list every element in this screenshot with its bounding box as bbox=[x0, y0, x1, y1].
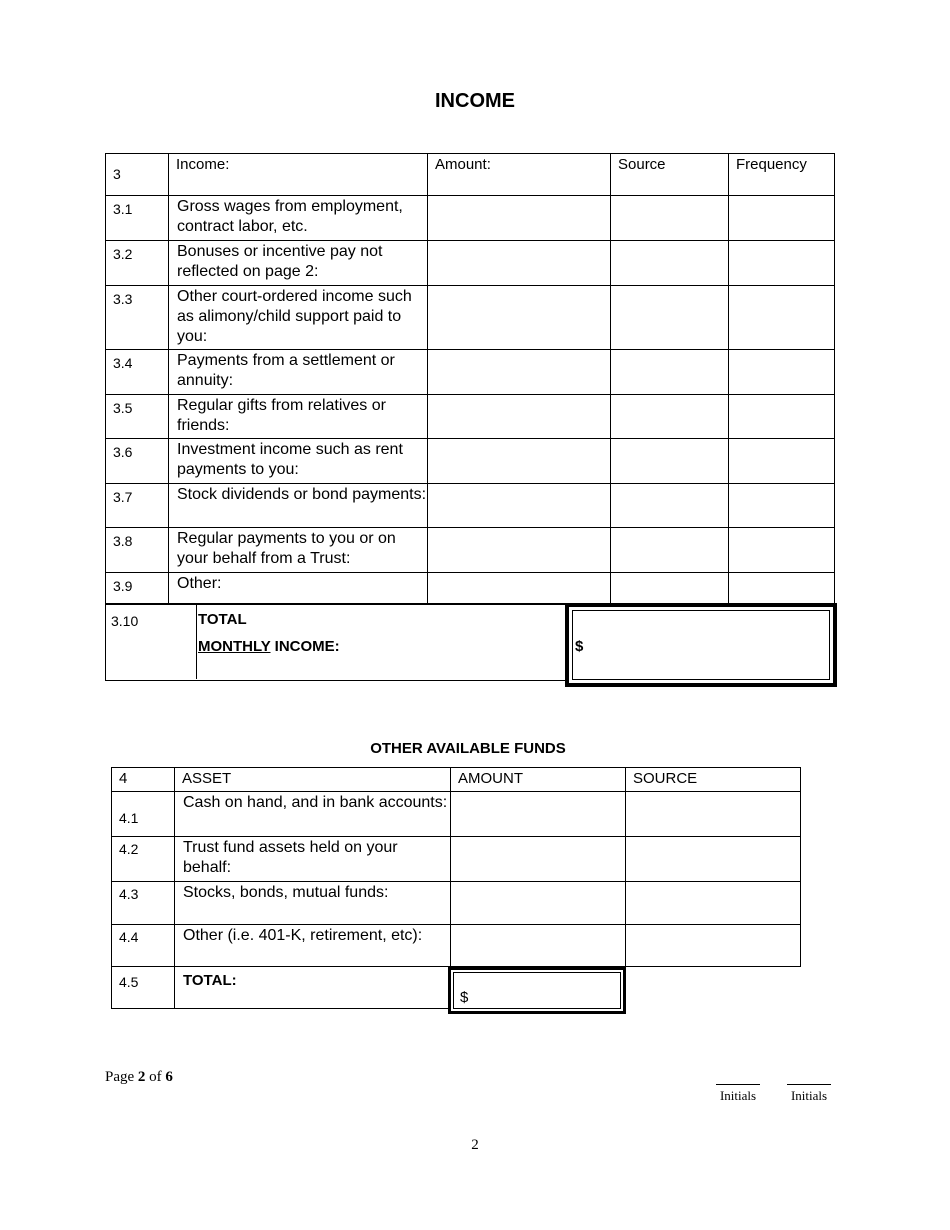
table-row bbox=[112, 925, 801, 967]
table-row bbox=[106, 286, 835, 350]
source-cell[interactable] bbox=[611, 528, 729, 573]
row-label: Trust fund assets held on your behalf: bbox=[175, 837, 451, 882]
row-label: Stocks, bonds, mutual funds: bbox=[175, 882, 451, 925]
income-section-number: 3 bbox=[106, 154, 169, 196]
row-label: Gross wages from employment, contract labor, etc. bbox=[169, 196, 428, 241]
asset-column-header: ASSET bbox=[175, 768, 451, 792]
amount-cell[interactable] bbox=[428, 196, 611, 241]
amount-column-header: Amount: bbox=[428, 154, 611, 196]
row-label: Other court-ordered income such as alimony/child support paid to you: bbox=[169, 286, 428, 350]
divider bbox=[196, 604, 197, 679]
frequency-cell[interactable] bbox=[729, 395, 835, 439]
amount-cell[interactable] bbox=[428, 573, 611, 605]
amount-column-header: AMOUNT bbox=[451, 768, 626, 792]
row-label: Regular payments to you or on your behalf from a Trust: bbox=[169, 528, 428, 573]
table-row bbox=[112, 837, 801, 882]
row-label: Other: bbox=[169, 573, 428, 605]
current-page: 2 bbox=[137, 1069, 146, 1085]
source-cell[interactable] bbox=[611, 350, 729, 395]
row-label: Cash on hand, and in bank accounts: bbox=[175, 792, 451, 837]
page-indicator: Page 2 of 6 bbox=[105, 1069, 173, 1085]
row-number: 3.4 bbox=[106, 350, 169, 395]
row-label: Payments from a settlement or annuity: bbox=[169, 350, 428, 395]
monthly-word: MONTHLY bbox=[198, 638, 271, 655]
table-row bbox=[106, 350, 835, 395]
row-number: 3.1 bbox=[106, 196, 169, 241]
frequency-cell[interactable] bbox=[729, 196, 835, 241]
amount-cell[interactable] bbox=[451, 882, 626, 925]
table-row bbox=[106, 528, 835, 573]
amount-cell[interactable] bbox=[428, 439, 611, 484]
funds-total-field[interactable] bbox=[448, 967, 626, 1014]
source-cell[interactable] bbox=[611, 286, 729, 350]
source-cell[interactable] bbox=[611, 196, 729, 241]
row-number: 3.2 bbox=[106, 241, 169, 286]
row-number: 4.2 bbox=[112, 837, 175, 882]
income-word: INCOME: bbox=[270, 638, 340, 655]
income-table bbox=[105, 153, 835, 605]
page-number: 2 bbox=[471, 1137, 479, 1153]
table-row bbox=[106, 241, 835, 286]
source-cell[interactable] bbox=[611, 573, 729, 605]
source-cell[interactable] bbox=[611, 395, 729, 439]
source-cell[interactable] bbox=[611, 439, 729, 484]
initials-field-1[interactable]: Initials bbox=[714, 1074, 762, 1104]
table-row bbox=[106, 439, 835, 484]
table-row bbox=[112, 882, 801, 925]
amount-cell[interactable] bbox=[428, 395, 611, 439]
row-label: Bonuses or incentive pay not reflected on page 2: bbox=[169, 241, 428, 286]
row-label: Stock dividends or bond payments: bbox=[169, 484, 428, 528]
row-number: 3.8 bbox=[106, 528, 169, 573]
income-total-label: TOTAL bbox=[198, 611, 247, 628]
table-row bbox=[112, 792, 801, 837]
row-number: 3.6 bbox=[106, 439, 169, 484]
monthly-income-total-field[interactable] bbox=[565, 603, 837, 687]
table-row bbox=[106, 573, 835, 605]
amount-cell[interactable] bbox=[428, 241, 611, 286]
row-number: 4.4 bbox=[112, 925, 175, 967]
row-label: Investment income such as rent payments to you: bbox=[169, 439, 428, 484]
row-number: 4.3 bbox=[112, 882, 175, 925]
source-cell[interactable] bbox=[626, 882, 801, 925]
frequency-column-header: Frequency bbox=[729, 154, 835, 196]
frequency-cell[interactable] bbox=[729, 484, 835, 528]
other-funds-title: OTHER AVAILABLE FUNDS bbox=[370, 740, 566, 757]
source-cell[interactable] bbox=[626, 925, 801, 967]
source-cell[interactable] bbox=[626, 792, 801, 837]
amount-cell[interactable] bbox=[428, 350, 611, 395]
source-column-header: SOURCE bbox=[626, 768, 801, 792]
row-number: 3.5 bbox=[106, 395, 169, 439]
total-pages: 6 bbox=[165, 1069, 173, 1085]
income-column-header: Income: bbox=[169, 154, 428, 196]
funds-section-number: 4 bbox=[112, 768, 175, 792]
amount-cell[interactable] bbox=[428, 528, 611, 573]
amount-cell[interactable] bbox=[428, 484, 611, 528]
frequency-cell[interactable] bbox=[729, 241, 835, 286]
row-label: Regular gifts from relatives or friends: bbox=[169, 395, 428, 439]
frequency-cell[interactable] bbox=[729, 528, 835, 573]
amount-cell[interactable] bbox=[451, 925, 626, 967]
amount-cell[interactable] bbox=[451, 837, 626, 882]
frequency-cell[interactable] bbox=[729, 350, 835, 395]
row-number: 4.5 bbox=[112, 967, 175, 1009]
income-title: INCOME bbox=[435, 90, 515, 112]
funds-header-row bbox=[112, 768, 801, 792]
initials-field-2[interactable]: Initials bbox=[785, 1074, 833, 1104]
row-number: 3.3 bbox=[106, 286, 169, 350]
table-row bbox=[106, 395, 835, 439]
income-header-row bbox=[106, 154, 835, 196]
amount-cell[interactable] bbox=[428, 286, 611, 350]
income-total-number: 3.10 bbox=[111, 613, 139, 629]
amount-cell[interactable] bbox=[451, 792, 626, 837]
funds-total-label: TOTAL: bbox=[175, 967, 451, 1009]
table-row bbox=[106, 196, 835, 241]
frequency-cell[interactable] bbox=[729, 573, 835, 605]
source-cell[interactable] bbox=[611, 241, 729, 286]
source-cell[interactable] bbox=[626, 837, 801, 882]
currency-symbol: $ bbox=[575, 638, 584, 655]
source-cell[interactable] bbox=[611, 484, 729, 528]
row-number: 3.7 bbox=[106, 484, 169, 528]
row-number: 3.9 bbox=[106, 573, 169, 605]
frequency-cell[interactable] bbox=[729, 439, 835, 484]
source-column-header: Source bbox=[611, 154, 729, 196]
row-label: Other (i.e. 401-K, retirement, etc): bbox=[175, 925, 451, 967]
row-number: 4.1 bbox=[112, 792, 175, 837]
monthly-income-label bbox=[198, 638, 340, 655]
table-row bbox=[106, 484, 835, 528]
frequency-cell[interactable] bbox=[729, 286, 835, 350]
currency-symbol: $ bbox=[460, 989, 469, 1006]
